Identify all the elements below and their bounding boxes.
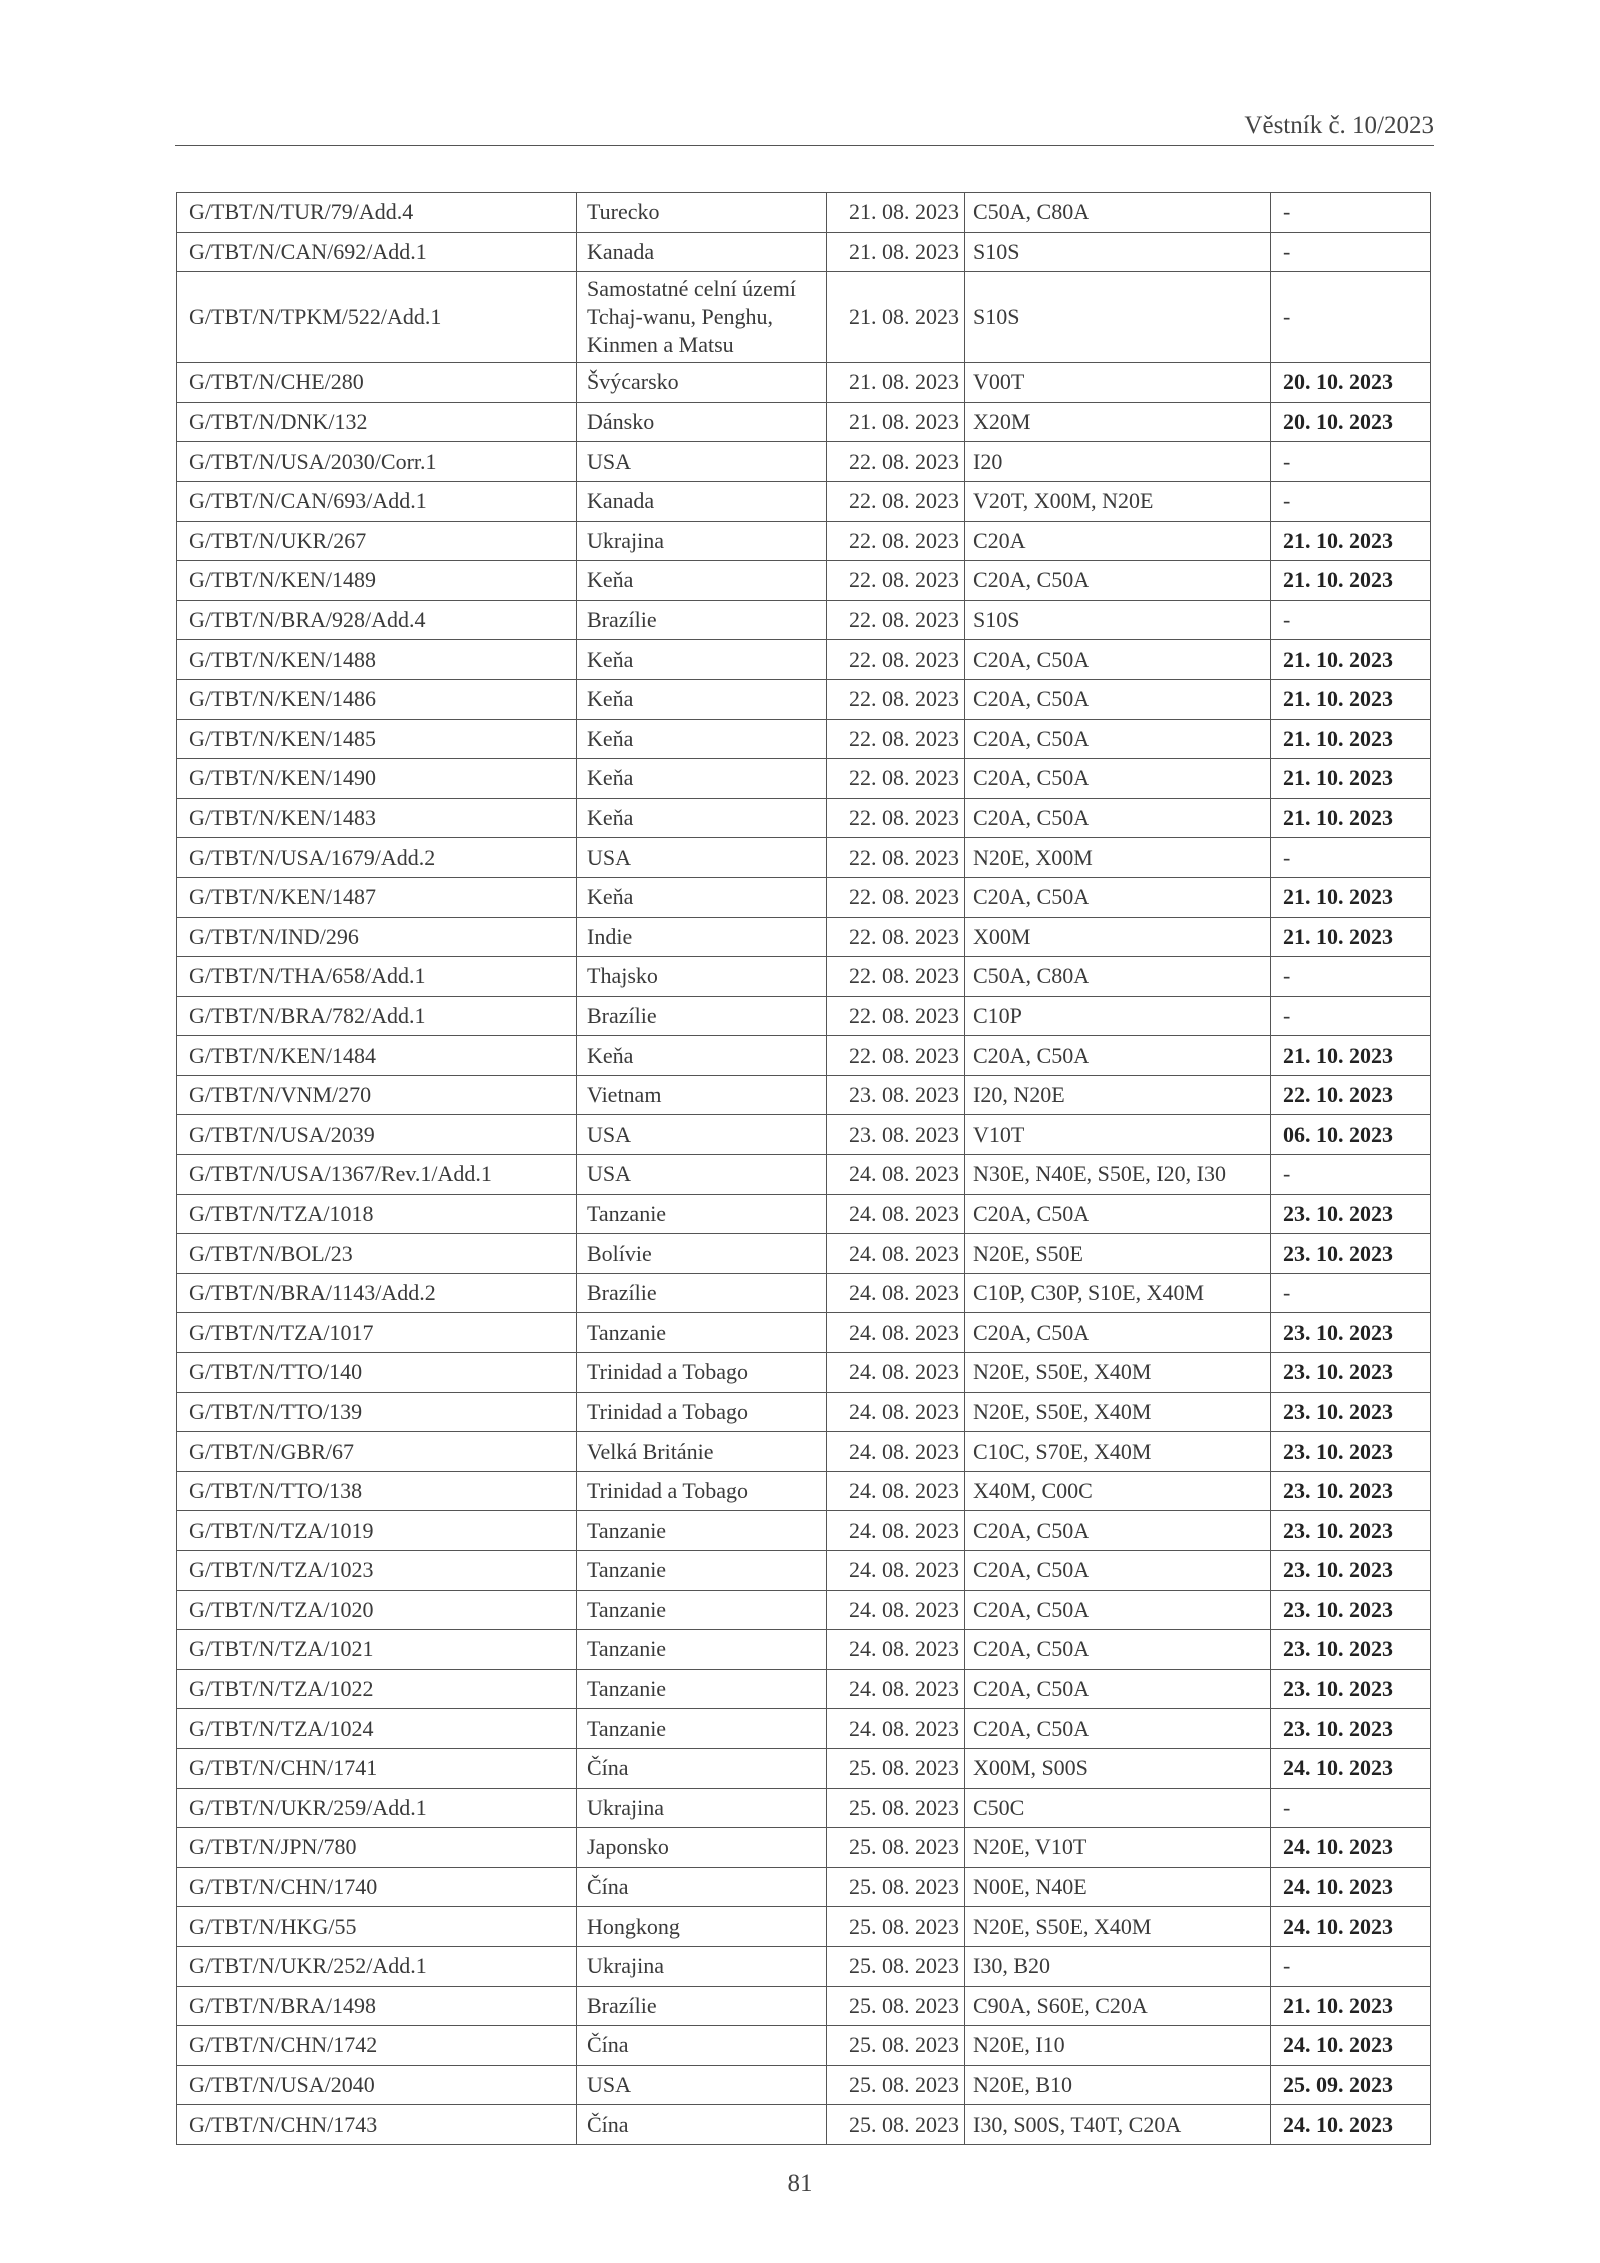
- ics-codes-cell: C20A, C50A: [965, 877, 1271, 917]
- ics-codes-cell: C20A: [965, 521, 1271, 561]
- notification-date-cell: 22. 08. 2023: [827, 957, 965, 997]
- notification-date-cell: 22. 08. 2023: [827, 838, 965, 878]
- notification-date-cell: 24. 08. 2023: [827, 1155, 965, 1195]
- notification-date-cell: 24. 08. 2023: [827, 1234, 965, 1274]
- comment-deadline-cell: 23. 10. 2023: [1271, 1471, 1431, 1511]
- comment-deadline-cell: 21. 10. 2023: [1271, 679, 1431, 719]
- comment-deadline-cell: 23. 10. 2023: [1271, 1432, 1431, 1472]
- table-row: [177, 1432, 1431, 1472]
- header-divider: [175, 145, 1434, 146]
- ics-codes-cell: S10S: [965, 600, 1271, 640]
- ics-codes-cell: C90A, S60E, C20A: [965, 1986, 1271, 2026]
- ics-codes-cell: C20A, C50A: [965, 1313, 1271, 1353]
- table-row: [177, 232, 1431, 272]
- document-code-cell: G/TBT/N/TZA/1021: [177, 1630, 577, 1670]
- journal-title: Věstník č. 10/2023: [1244, 112, 1434, 139]
- document-code-cell: G/TBT/N/USA/2040: [177, 2065, 577, 2105]
- table-row: [177, 1788, 1431, 1828]
- document-code-cell: G/TBT/N/DNK/132: [177, 402, 577, 442]
- notification-date-cell: 22. 08. 2023: [827, 521, 965, 561]
- document-code-cell: G/TBT/N/BRA/782/Add.1: [177, 996, 577, 1036]
- country-cell: Dánsko: [577, 402, 827, 442]
- notification-date-cell: 24. 08. 2023: [827, 1432, 965, 1472]
- document-code-cell: G/TBT/N/CHN/1741: [177, 1748, 577, 1788]
- document-code-cell: G/TBT/N/KEN/1484: [177, 1036, 577, 1076]
- country-cell: Tanzanie: [577, 1630, 827, 1670]
- notification-date-cell: 25. 08. 2023: [827, 1748, 965, 1788]
- ics-codes-cell: N20E, S50E, X40M: [965, 1392, 1271, 1432]
- ics-codes-cell: I30, S00S, T40T, C20A: [965, 2105, 1271, 2145]
- country-cell: Keňa: [577, 759, 827, 799]
- table-row: [177, 759, 1431, 799]
- table-row: [177, 442, 1431, 482]
- ics-codes-cell: C10C, S70E, X40M: [965, 1432, 1271, 1472]
- document-code-cell: G/TBT/N/UKR/252/Add.1: [177, 1946, 577, 1986]
- country-cell: Brazílie: [577, 996, 827, 1036]
- document-code-cell: G/TBT/N/BRA/928/Add.4: [177, 600, 577, 640]
- ics-codes-cell: C20A, C50A: [965, 1590, 1271, 1630]
- comment-deadline-cell: 20. 10. 2023: [1271, 402, 1431, 442]
- document-code-cell: G/TBT/N/KEN/1490: [177, 759, 577, 799]
- table-row: [177, 193, 1431, 233]
- ics-codes-cell: C20A, C50A: [965, 1511, 1271, 1551]
- comment-deadline-cell: 06. 10. 2023: [1271, 1115, 1431, 1155]
- country-cell: Kanada: [577, 232, 827, 272]
- table-row: [177, 600, 1431, 640]
- notification-date-cell: 24. 08. 2023: [827, 1471, 965, 1511]
- ics-codes-cell: C20A, C50A: [965, 1669, 1271, 1709]
- comment-deadline-cell: -: [1271, 1273, 1431, 1313]
- table-row: [177, 1511, 1431, 1551]
- document-code-cell: G/TBT/N/TZA/1018: [177, 1194, 577, 1234]
- ics-codes-cell: N20E, S50E: [965, 1234, 1271, 1274]
- notification-date-cell: 21. 08. 2023: [827, 193, 965, 233]
- table-row: [177, 2105, 1431, 2145]
- country-cell: USA: [577, 838, 827, 878]
- ics-codes-cell: N00E, N40E: [965, 1867, 1271, 1907]
- ics-codes-cell: C20A, C50A: [965, 561, 1271, 601]
- country-cell: Tanzanie: [577, 1511, 827, 1551]
- table-row: [177, 1748, 1431, 1788]
- comment-deadline-cell: 23. 10. 2023: [1271, 1669, 1431, 1709]
- document-code-cell: G/TBT/N/BRA/1498: [177, 1986, 577, 2026]
- comment-deadline-cell: -: [1271, 600, 1431, 640]
- ics-codes-cell: I20, N20E: [965, 1075, 1271, 1115]
- notification-date-cell: 22. 08. 2023: [827, 481, 965, 521]
- notification-date-cell: 25. 08. 2023: [827, 2065, 965, 2105]
- ics-codes-cell: C10P: [965, 996, 1271, 1036]
- comment-deadline-cell: -: [1271, 1155, 1431, 1195]
- comment-deadline-cell: -: [1271, 481, 1431, 521]
- table-row: [177, 521, 1431, 561]
- country-cell: Turecko: [577, 193, 827, 233]
- table-row: [177, 481, 1431, 521]
- ics-codes-cell: C20A, C50A: [965, 1194, 1271, 1234]
- country-cell: Japonsko: [577, 1828, 827, 1868]
- document-code-cell: G/TBT/N/TTO/138: [177, 1471, 577, 1511]
- comment-deadline-cell: 23. 10. 2023: [1271, 1590, 1431, 1630]
- document-code-cell: G/TBT/N/TZA/1024: [177, 1709, 577, 1749]
- ics-codes-cell: S10S: [965, 272, 1271, 363]
- comment-deadline-cell: 23. 10. 2023: [1271, 1511, 1431, 1551]
- document-code-cell: G/TBT/N/UKR/267: [177, 521, 577, 561]
- ics-codes-cell: N20E, S50E, X40M: [965, 1907, 1271, 1947]
- notification-date-cell: 24. 08. 2023: [827, 1353, 965, 1393]
- country-cell: Trinidad a Tobago: [577, 1392, 827, 1432]
- document-code-cell: G/TBT/N/TUR/79/Add.4: [177, 193, 577, 233]
- table-row: [177, 1867, 1431, 1907]
- comment-deadline-cell: 24. 10. 2023: [1271, 1867, 1431, 1907]
- ics-codes-cell: N20E, S50E, X40M: [965, 1353, 1271, 1393]
- comment-deadline-cell: 23. 10. 2023: [1271, 1313, 1431, 1353]
- document-code-cell: G/TBT/N/USA/2030/Corr.1: [177, 442, 577, 482]
- ics-codes-cell: C20A, C50A: [965, 640, 1271, 680]
- document-code-cell: G/TBT/N/TPKM/522/Add.1: [177, 272, 577, 363]
- country-cell: Keňa: [577, 1036, 827, 1076]
- table-row: [177, 679, 1431, 719]
- comment-deadline-cell: 23. 10. 2023: [1271, 1234, 1431, 1274]
- notification-date-cell: 25. 08. 2023: [827, 2105, 965, 2145]
- country-cell: Ukrajina: [577, 521, 827, 561]
- country-cell: Keňa: [577, 798, 827, 838]
- document-code-cell: G/TBT/N/USA/2039: [177, 1115, 577, 1155]
- table-row: [177, 1630, 1431, 1670]
- ics-codes-cell: V10T: [965, 1115, 1271, 1155]
- ics-codes-cell: V00T: [965, 363, 1271, 403]
- country-cell: Trinidad a Tobago: [577, 1353, 827, 1393]
- country-cell: Keňa: [577, 561, 827, 601]
- document-code-cell: G/TBT/N/CHN/1743: [177, 2105, 577, 2145]
- table-row: [177, 838, 1431, 878]
- country-cell: Tanzanie: [577, 1313, 827, 1353]
- notification-date-cell: 21. 08. 2023: [827, 363, 965, 403]
- document-code-cell: G/TBT/N/TTO/139: [177, 1392, 577, 1432]
- notification-date-cell: 24. 08. 2023: [827, 1392, 965, 1432]
- ics-codes-cell: V20T, X00M, N20E: [965, 481, 1271, 521]
- comment-deadline-cell: 23. 10. 2023: [1271, 1194, 1431, 1234]
- comment-deadline-cell: 21. 10. 2023: [1271, 917, 1431, 957]
- notification-date-cell: 25. 08. 2023: [827, 1828, 965, 1868]
- comment-deadline-cell: 21. 10. 2023: [1271, 719, 1431, 759]
- document-code-cell: G/TBT/N/USA/1679/Add.2: [177, 838, 577, 878]
- country-cell: USA: [577, 1155, 827, 1195]
- notification-date-cell: 21. 08. 2023: [827, 232, 965, 272]
- comment-deadline-cell: -: [1271, 957, 1431, 997]
- table-row: [177, 1234, 1431, 1274]
- comment-deadline-cell: 23. 10. 2023: [1271, 1551, 1431, 1591]
- comment-deadline-cell: 24. 10. 2023: [1271, 2026, 1431, 2066]
- country-cell: Thajsko: [577, 957, 827, 997]
- notification-date-cell: 24. 08. 2023: [827, 1709, 965, 1749]
- comment-deadline-cell: -: [1271, 232, 1431, 272]
- ics-codes-cell: C20A, C50A: [965, 1036, 1271, 1076]
- notification-date-cell: 22. 08. 2023: [827, 877, 965, 917]
- notification-date-cell: 24. 08. 2023: [827, 1551, 965, 1591]
- country-cell: Keňa: [577, 719, 827, 759]
- document-code-cell: G/TBT/N/CAN/693/Add.1: [177, 481, 577, 521]
- document-code-cell: G/TBT/N/KEN/1488: [177, 640, 577, 680]
- country-cell: Brazílie: [577, 1273, 827, 1313]
- table-row: [177, 1115, 1431, 1155]
- notification-date-cell: 22. 08. 2023: [827, 798, 965, 838]
- document-code-cell: G/TBT/N/BOL/23: [177, 1234, 577, 1274]
- page-number: 81: [787, 2170, 813, 2197]
- country-cell: USA: [577, 442, 827, 482]
- ics-codes-cell: N30E, N40E, S50E, I20, I30: [965, 1155, 1271, 1195]
- country-cell: Tanzanie: [577, 1194, 827, 1234]
- country-cell: Švýcarsko: [577, 363, 827, 403]
- comment-deadline-cell: 24. 10. 2023: [1271, 1748, 1431, 1788]
- document-code-cell: G/TBT/N/TZA/1019: [177, 1511, 577, 1551]
- comment-deadline-cell: 21. 10. 2023: [1271, 798, 1431, 838]
- notification-date-cell: 25. 08. 2023: [827, 2026, 965, 2066]
- document-code-cell: G/TBT/N/KEN/1483: [177, 798, 577, 838]
- notification-date-cell: 24. 08. 2023: [827, 1511, 965, 1551]
- comment-deadline-cell: 21. 10. 2023: [1271, 521, 1431, 561]
- document-code-cell: G/TBT/N/USA/1367/Rev.1/Add.1: [177, 1155, 577, 1195]
- notification-date-cell: 24. 08. 2023: [827, 1194, 965, 1234]
- document-code-cell: G/TBT/N/CHN/1742: [177, 2026, 577, 2066]
- comment-deadline-cell: 25. 09. 2023: [1271, 2065, 1431, 2105]
- country-cell: Brazílie: [577, 600, 827, 640]
- table-row: [177, 1155, 1431, 1195]
- comment-deadline-cell: 21. 10. 2023: [1271, 1986, 1431, 2026]
- ics-codes-cell: S10S: [965, 232, 1271, 272]
- document-code-cell: G/TBT/N/GBR/67: [177, 1432, 577, 1472]
- table-body: [177, 193, 1431, 2145]
- comment-deadline-cell: -: [1271, 1788, 1431, 1828]
- notification-date-cell: 22. 08. 2023: [827, 917, 965, 957]
- country-cell: Keňa: [577, 679, 827, 719]
- document-code-cell: G/TBT/N/KEN/1485: [177, 719, 577, 759]
- table-row: [177, 1907, 1431, 1947]
- comment-deadline-cell: -: [1271, 838, 1431, 878]
- ics-codes-cell: C20A, C50A: [965, 759, 1271, 799]
- notification-date-cell: 23. 08. 2023: [827, 1115, 965, 1155]
- country-cell: Čína: [577, 1748, 827, 1788]
- country-cell: USA: [577, 2065, 827, 2105]
- notification-date-cell: 24. 08. 2023: [827, 1590, 965, 1630]
- table-row: [177, 1590, 1431, 1630]
- table-row: [177, 561, 1431, 601]
- country-cell: Kanada: [577, 481, 827, 521]
- document-code-cell: G/TBT/N/CHN/1740: [177, 1867, 577, 1907]
- country-cell: Hongkong: [577, 1907, 827, 1947]
- ics-codes-cell: C50A, C80A: [965, 193, 1271, 233]
- document-code-cell: G/TBT/N/KEN/1487: [177, 877, 577, 917]
- country-cell: Samostatné celní území Tchaj-wanu, Penghu, Kinmen a Matsu: [577, 272, 827, 363]
- notification-date-cell: 22. 08. 2023: [827, 759, 965, 799]
- country-cell: Čína: [577, 1867, 827, 1907]
- table-row: [177, 402, 1431, 442]
- ics-codes-cell: C50C: [965, 1788, 1271, 1828]
- table-row: [177, 957, 1431, 997]
- comment-deadline-cell: 21. 10. 2023: [1271, 877, 1431, 917]
- country-cell: Velká Británie: [577, 1432, 827, 1472]
- notification-date-cell: 25. 08. 2023: [827, 1907, 965, 1947]
- notification-date-cell: 24. 08. 2023: [827, 1630, 965, 1670]
- ics-codes-cell: X40M, C00C: [965, 1471, 1271, 1511]
- document-code-cell: G/TBT/N/BRA/1143/Add.2: [177, 1273, 577, 1313]
- notification-date-cell: 24. 08. 2023: [827, 1273, 965, 1313]
- comment-deadline-cell: 22. 10. 2023: [1271, 1075, 1431, 1115]
- document-code-cell: G/TBT/N/TTO/140: [177, 1353, 577, 1393]
- country-cell: Trinidad a Tobago: [577, 1471, 827, 1511]
- notification-date-cell: 22. 08. 2023: [827, 996, 965, 1036]
- notification-date-cell: 21. 08. 2023: [827, 272, 965, 363]
- table-row: [177, 1036, 1431, 1076]
- table-row: [177, 2026, 1431, 2066]
- country-cell: Ukrajina: [577, 1946, 827, 1986]
- document-code-cell: G/TBT/N/UKR/259/Add.1: [177, 1788, 577, 1828]
- ics-codes-cell: I30, B20: [965, 1946, 1271, 1986]
- notification-date-cell: 22. 08. 2023: [827, 561, 965, 601]
- ics-codes-cell: C20A, C50A: [965, 1551, 1271, 1591]
- notification-date-cell: 22. 08. 2023: [827, 442, 965, 482]
- document-code-cell: G/TBT/N/JPN/780: [177, 1828, 577, 1868]
- comment-deadline-cell: 21. 10. 2023: [1271, 640, 1431, 680]
- document-code-cell: G/TBT/N/CHE/280: [177, 363, 577, 403]
- notification-date-cell: 21. 08. 2023: [827, 402, 965, 442]
- table-row: [177, 1392, 1431, 1432]
- comment-deadline-cell: 21. 10. 2023: [1271, 759, 1431, 799]
- table-row: [177, 1353, 1431, 1393]
- country-cell: Bolívie: [577, 1234, 827, 1274]
- document-code-cell: G/TBT/N/KEN/1489: [177, 561, 577, 601]
- comment-deadline-cell: 23. 10. 2023: [1271, 1630, 1431, 1670]
- document-code-cell: G/TBT/N/KEN/1486: [177, 679, 577, 719]
- table-row: [177, 1828, 1431, 1868]
- comment-deadline-cell: 23. 10. 2023: [1271, 1353, 1431, 1393]
- notification-date-cell: 23. 08. 2023: [827, 1075, 965, 1115]
- comment-deadline-cell: -: [1271, 193, 1431, 233]
- comment-deadline-cell: 24. 10. 2023: [1271, 1907, 1431, 1947]
- table-row: [177, 1551, 1431, 1591]
- notification-date-cell: 24. 08. 2023: [827, 1669, 965, 1709]
- comment-deadline-cell: -: [1271, 272, 1431, 363]
- comment-deadline-cell: 20. 10. 2023: [1271, 363, 1431, 403]
- table-row: [177, 719, 1431, 759]
- country-cell: Tanzanie: [577, 1590, 827, 1630]
- ics-codes-cell: C50A, C80A: [965, 957, 1271, 997]
- country-cell: Indie: [577, 917, 827, 957]
- table-row: [177, 2065, 1431, 2105]
- table-row: [177, 1986, 1431, 2026]
- table-row: [177, 1194, 1431, 1234]
- ics-codes-cell: N20E, X00M: [965, 838, 1271, 878]
- document-code-cell: G/TBT/N/CAN/692/Add.1: [177, 232, 577, 272]
- document-code-cell: G/TBT/N/VNM/270: [177, 1075, 577, 1115]
- table-row: [177, 640, 1431, 680]
- table-row: [177, 798, 1431, 838]
- table-row: [177, 1471, 1431, 1511]
- notification-date-cell: 25. 08. 2023: [827, 1788, 965, 1828]
- country-cell: Čína: [577, 2026, 827, 2066]
- ics-codes-cell: N20E, I10: [965, 2026, 1271, 2066]
- ics-codes-cell: C10P, C30P, S10E, X40M: [965, 1273, 1271, 1313]
- document-code-cell: G/TBT/N/TZA/1023: [177, 1551, 577, 1591]
- notification-date-cell: 22. 08. 2023: [827, 1036, 965, 1076]
- notification-date-cell: 25. 08. 2023: [827, 1986, 965, 2026]
- country-cell: Keňa: [577, 640, 827, 680]
- document-code-cell: G/TBT/N/THA/658/Add.1: [177, 957, 577, 997]
- ics-codes-cell: X00M, S00S: [965, 1748, 1271, 1788]
- country-cell: Brazílie: [577, 1986, 827, 2026]
- country-cell: Keňa: [577, 877, 827, 917]
- table-row: [177, 363, 1431, 403]
- notification-date-cell: 22. 08. 2023: [827, 600, 965, 640]
- country-cell: Tanzanie: [577, 1669, 827, 1709]
- comment-deadline-cell: 24. 10. 2023: [1271, 1828, 1431, 1868]
- country-cell: USA: [577, 1115, 827, 1155]
- table-row: [177, 877, 1431, 917]
- country-cell: Vietnam: [577, 1075, 827, 1115]
- country-cell: Tanzanie: [577, 1551, 827, 1591]
- ics-codes-cell: N20E, V10T: [965, 1828, 1271, 1868]
- comment-deadline-cell: -: [1271, 442, 1431, 482]
- table-row: [177, 1313, 1431, 1353]
- notifications-table: [176, 192, 1431, 2145]
- notification-date-cell: 22. 08. 2023: [827, 719, 965, 759]
- comment-deadline-cell: -: [1271, 996, 1431, 1036]
- comment-deadline-cell: -: [1271, 1946, 1431, 1986]
- comment-deadline-cell: 24. 10. 2023: [1271, 2105, 1431, 2145]
- ics-codes-cell: I20: [965, 442, 1271, 482]
- table-row: [177, 917, 1431, 957]
- notification-date-cell: 25. 08. 2023: [827, 1946, 965, 1986]
- notification-date-cell: 25. 08. 2023: [827, 1867, 965, 1907]
- table-row: [177, 1075, 1431, 1115]
- document-code-cell: G/TBT/N/TZA/1022: [177, 1669, 577, 1709]
- notification-date-cell: 22. 08. 2023: [827, 679, 965, 719]
- ics-codes-cell: C20A, C50A: [965, 719, 1271, 759]
- table-row: [177, 996, 1431, 1036]
- table-row: [177, 272, 1431, 363]
- table-row: [177, 1709, 1431, 1749]
- document-code-cell: G/TBT/N/IND/296: [177, 917, 577, 957]
- comment-deadline-cell: 23. 10. 2023: [1271, 1709, 1431, 1749]
- document-code-cell: G/TBT/N/TZA/1020: [177, 1590, 577, 1630]
- comment-deadline-cell: 23. 10. 2023: [1271, 1392, 1431, 1432]
- notification-date-cell: 22. 08. 2023: [827, 640, 965, 680]
- document-code-cell: G/TBT/N/HKG/55: [177, 1907, 577, 1947]
- ics-codes-cell: C20A, C50A: [965, 798, 1271, 838]
- ics-codes-cell: X00M: [965, 917, 1271, 957]
- document-code-cell: G/TBT/N/TZA/1017: [177, 1313, 577, 1353]
- notification-date-cell: 24. 08. 2023: [827, 1313, 965, 1353]
- table-row: [177, 1946, 1431, 1986]
- country-cell: Tanzanie: [577, 1709, 827, 1749]
- country-cell: Ukrajina: [577, 1788, 827, 1828]
- country-cell: Čína: [577, 2105, 827, 2145]
- table-row: [177, 1273, 1431, 1313]
- table-row: [177, 1669, 1431, 1709]
- ics-codes-cell: C20A, C50A: [965, 1630, 1271, 1670]
- comment-deadline-cell: 21. 10. 2023: [1271, 561, 1431, 601]
- comment-deadline-cell: 21. 10. 2023: [1271, 1036, 1431, 1076]
- ics-codes-cell: C20A, C50A: [965, 1709, 1271, 1749]
- ics-codes-cell: N20E, B10: [965, 2065, 1271, 2105]
- ics-codes-cell: X20M: [965, 402, 1271, 442]
- ics-codes-cell: C20A, C50A: [965, 679, 1271, 719]
